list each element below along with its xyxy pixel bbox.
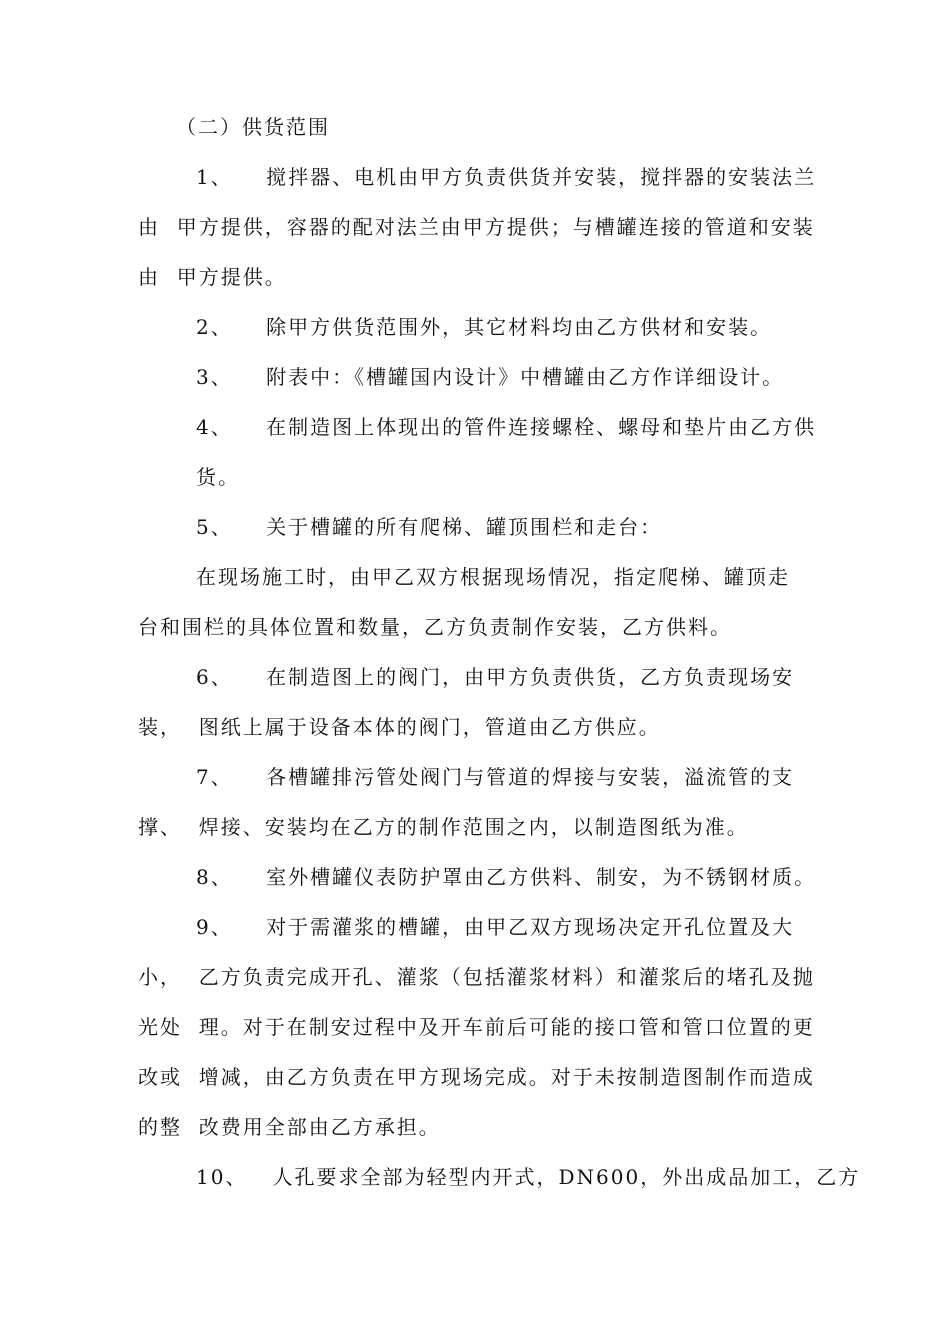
paragraph-line: 5、 关于槽罐的所有爬梯、罐顶围栏和走台：: [196, 515, 663, 539]
paragraph-line: 3、 附表中：《槽罐国内设计》中槽罐由乙方作详细设计。: [196, 365, 785, 389]
section-heading: （二）供货范围: [176, 115, 330, 139]
paragraph-line: 台和围栏的具体位置和数量，乙方负责制作安装，乙方供料。: [138, 615, 732, 639]
paragraph-line: 7、 各槽罐排污管处阀门与管道的焊接与安装，溢流管的支: [196, 765, 795, 789]
paragraph-line: 撑、 焊接、安装均在乙方的制作范围之内，以制造图纸为准。: [138, 815, 749, 839]
paragraph-line: 2、 除甲方供货范围外，其它材料均由乙方供材和安装。: [196, 315, 773, 339]
paragraph-line: 小， 乙方负责完成开孔、灌浆（包括灌浆材料）和灌浆后的堵孔及抛: [138, 965, 815, 989]
paragraph-line: 由 甲方提供，容器的配对法兰由甲方提供；与槽罐连接的管道和安装: [138, 215, 815, 239]
paragraph-line: 6、 在制造图上的阀门，由甲方负责供货，乙方负责现场安: [196, 665, 795, 689]
paragraph-line: 光处 理。对于在制安过程中及开车前后可能的接口管和管口位置的更: [138, 1015, 815, 1039]
paragraph-line: 1、 搅拌器、电机由甲方负责供货并安装，搅拌器的安装法兰: [196, 165, 817, 189]
paragraph-line: 货。: [196, 465, 240, 489]
paragraph-line: 9、 对于需灌浆的槽罐，由甲乙双方现场决定开孔位置及大: [196, 915, 795, 939]
paragraph-line: 改或 增减，由乙方负责在甲方现场完成。对于未按制造图制作而造成: [138, 1065, 815, 1089]
paragraph-line: 由 甲方提供。: [138, 265, 287, 289]
paragraph-line: 10、 人孔要求全部为轻型内开式，DN600，外出成品加工，乙方: [196, 1165, 861, 1189]
paragraph-line: 在现场施工时，由甲乙双方根据现场情况，指定爬梯、罐顶走: [196, 565, 790, 589]
paragraph-line: 4、 在制造图上体现出的管件连接螺栓、螺母和垫片由乙方供: [196, 415, 817, 439]
paragraph-line: 的整 改费用全部由乙方承担。: [138, 1115, 441, 1139]
paragraph-line: 8、 室外槽罐仪表防护罩由乙方供料、制安，为不锈钢材质。: [196, 865, 817, 889]
paragraph-line: 装， 图纸上属于设备本体的阀门，管道由乙方供应。: [138, 715, 661, 739]
